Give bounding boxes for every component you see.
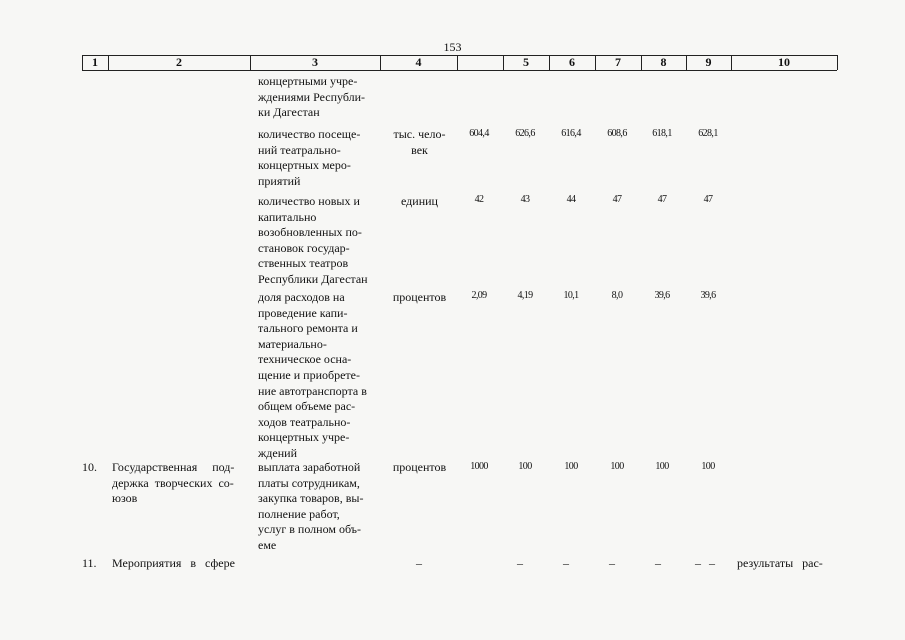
unit-text: тыс. чело- век xyxy=(393,127,446,157)
unit-text: единиц xyxy=(401,194,438,208)
value-cell: 47 xyxy=(612,194,622,205)
unit-text: процентов xyxy=(392,460,447,474)
header-cell: 8 xyxy=(660,55,667,69)
unit-text: – xyxy=(416,556,422,570)
indicator-text: количество посеще- ний театрально- концертных меро- приятий xyxy=(258,127,361,188)
header-cell: 6 xyxy=(569,55,575,69)
header-cell: 10 xyxy=(778,55,790,69)
header-cell xyxy=(457,55,503,70)
value-cell: 100 xyxy=(655,461,669,472)
activity-name: Мероприятия в сфере xyxy=(112,556,235,570)
value-cell: 44 xyxy=(566,194,576,205)
value-cell: 100 xyxy=(518,461,532,472)
result-text: результаты рас- xyxy=(737,556,823,570)
value-cell: 43 xyxy=(520,194,530,205)
value-cell: 628,1 xyxy=(698,128,718,139)
value-cell: 618,1 xyxy=(652,128,672,139)
value-dash: – xyxy=(563,556,569,570)
activity-name: Государственная под- держка творческих со- юзов xyxy=(112,460,235,506)
value-cell: 604,4 xyxy=(469,128,489,139)
header-cell: 9 xyxy=(705,55,712,69)
unit-text: процентов xyxy=(392,290,447,304)
indicator-text: концертными учре- ждениями Республи- ки Дагестан xyxy=(258,74,366,120)
value-cell: 39,6 xyxy=(654,290,670,301)
value-dash: – xyxy=(695,556,701,570)
value-cell: 100 xyxy=(610,461,624,472)
value-cell: 42 xyxy=(474,194,484,205)
value-cell: 4,19 xyxy=(517,290,533,301)
value-cell: 100 xyxy=(701,461,715,472)
value-cell: 616,4 xyxy=(561,128,581,139)
value-cell: 626,6 xyxy=(515,128,535,139)
indicator-text: выплата заработной платы сотрудникам, закупка товаров, вы- полнение работ, услуг в полном объ- еме xyxy=(258,460,364,552)
value-dash: – xyxy=(517,556,523,570)
value-cell: 608,6 xyxy=(607,128,627,139)
page-number: 153 xyxy=(443,40,462,54)
row-number: 11. xyxy=(82,556,97,570)
value-dash: – xyxy=(609,556,615,570)
value-cell: 39,6 xyxy=(700,290,716,301)
header-cell: 1 xyxy=(92,55,98,69)
value-cell: 1000 xyxy=(470,461,488,472)
header-bottom-rule xyxy=(82,70,837,71)
value-dash: – xyxy=(655,556,661,570)
header-cell: 4 xyxy=(415,55,422,69)
header-cell: 7 xyxy=(615,55,621,69)
value-dash: – xyxy=(709,556,715,570)
value-cell: 8,0 xyxy=(611,290,623,301)
value-cell: 47 xyxy=(657,194,667,205)
header-cell: 5 xyxy=(523,55,529,69)
header-cell: 3 xyxy=(312,55,318,69)
row-number: 10. xyxy=(82,460,97,474)
header-cell: 2 xyxy=(176,55,182,69)
value-cell: 100 xyxy=(564,461,578,472)
value-cell: 2,09 xyxy=(471,290,487,301)
value-cell: 47 xyxy=(703,194,713,205)
header-divider xyxy=(837,55,838,70)
indicator-text: доля расходов на проведение капи- тального ремонта и материально- техническое осна- щение и приобрете- ние автотранспорта в общем объеме рас- ходов театрально- концертных учре- ждений xyxy=(258,290,367,460)
value-cell: 10,1 xyxy=(563,290,579,301)
indicator-text: количество новых и капитально возобновленных по- становок государ- ственных театров Республики Дагестан xyxy=(258,194,368,286)
